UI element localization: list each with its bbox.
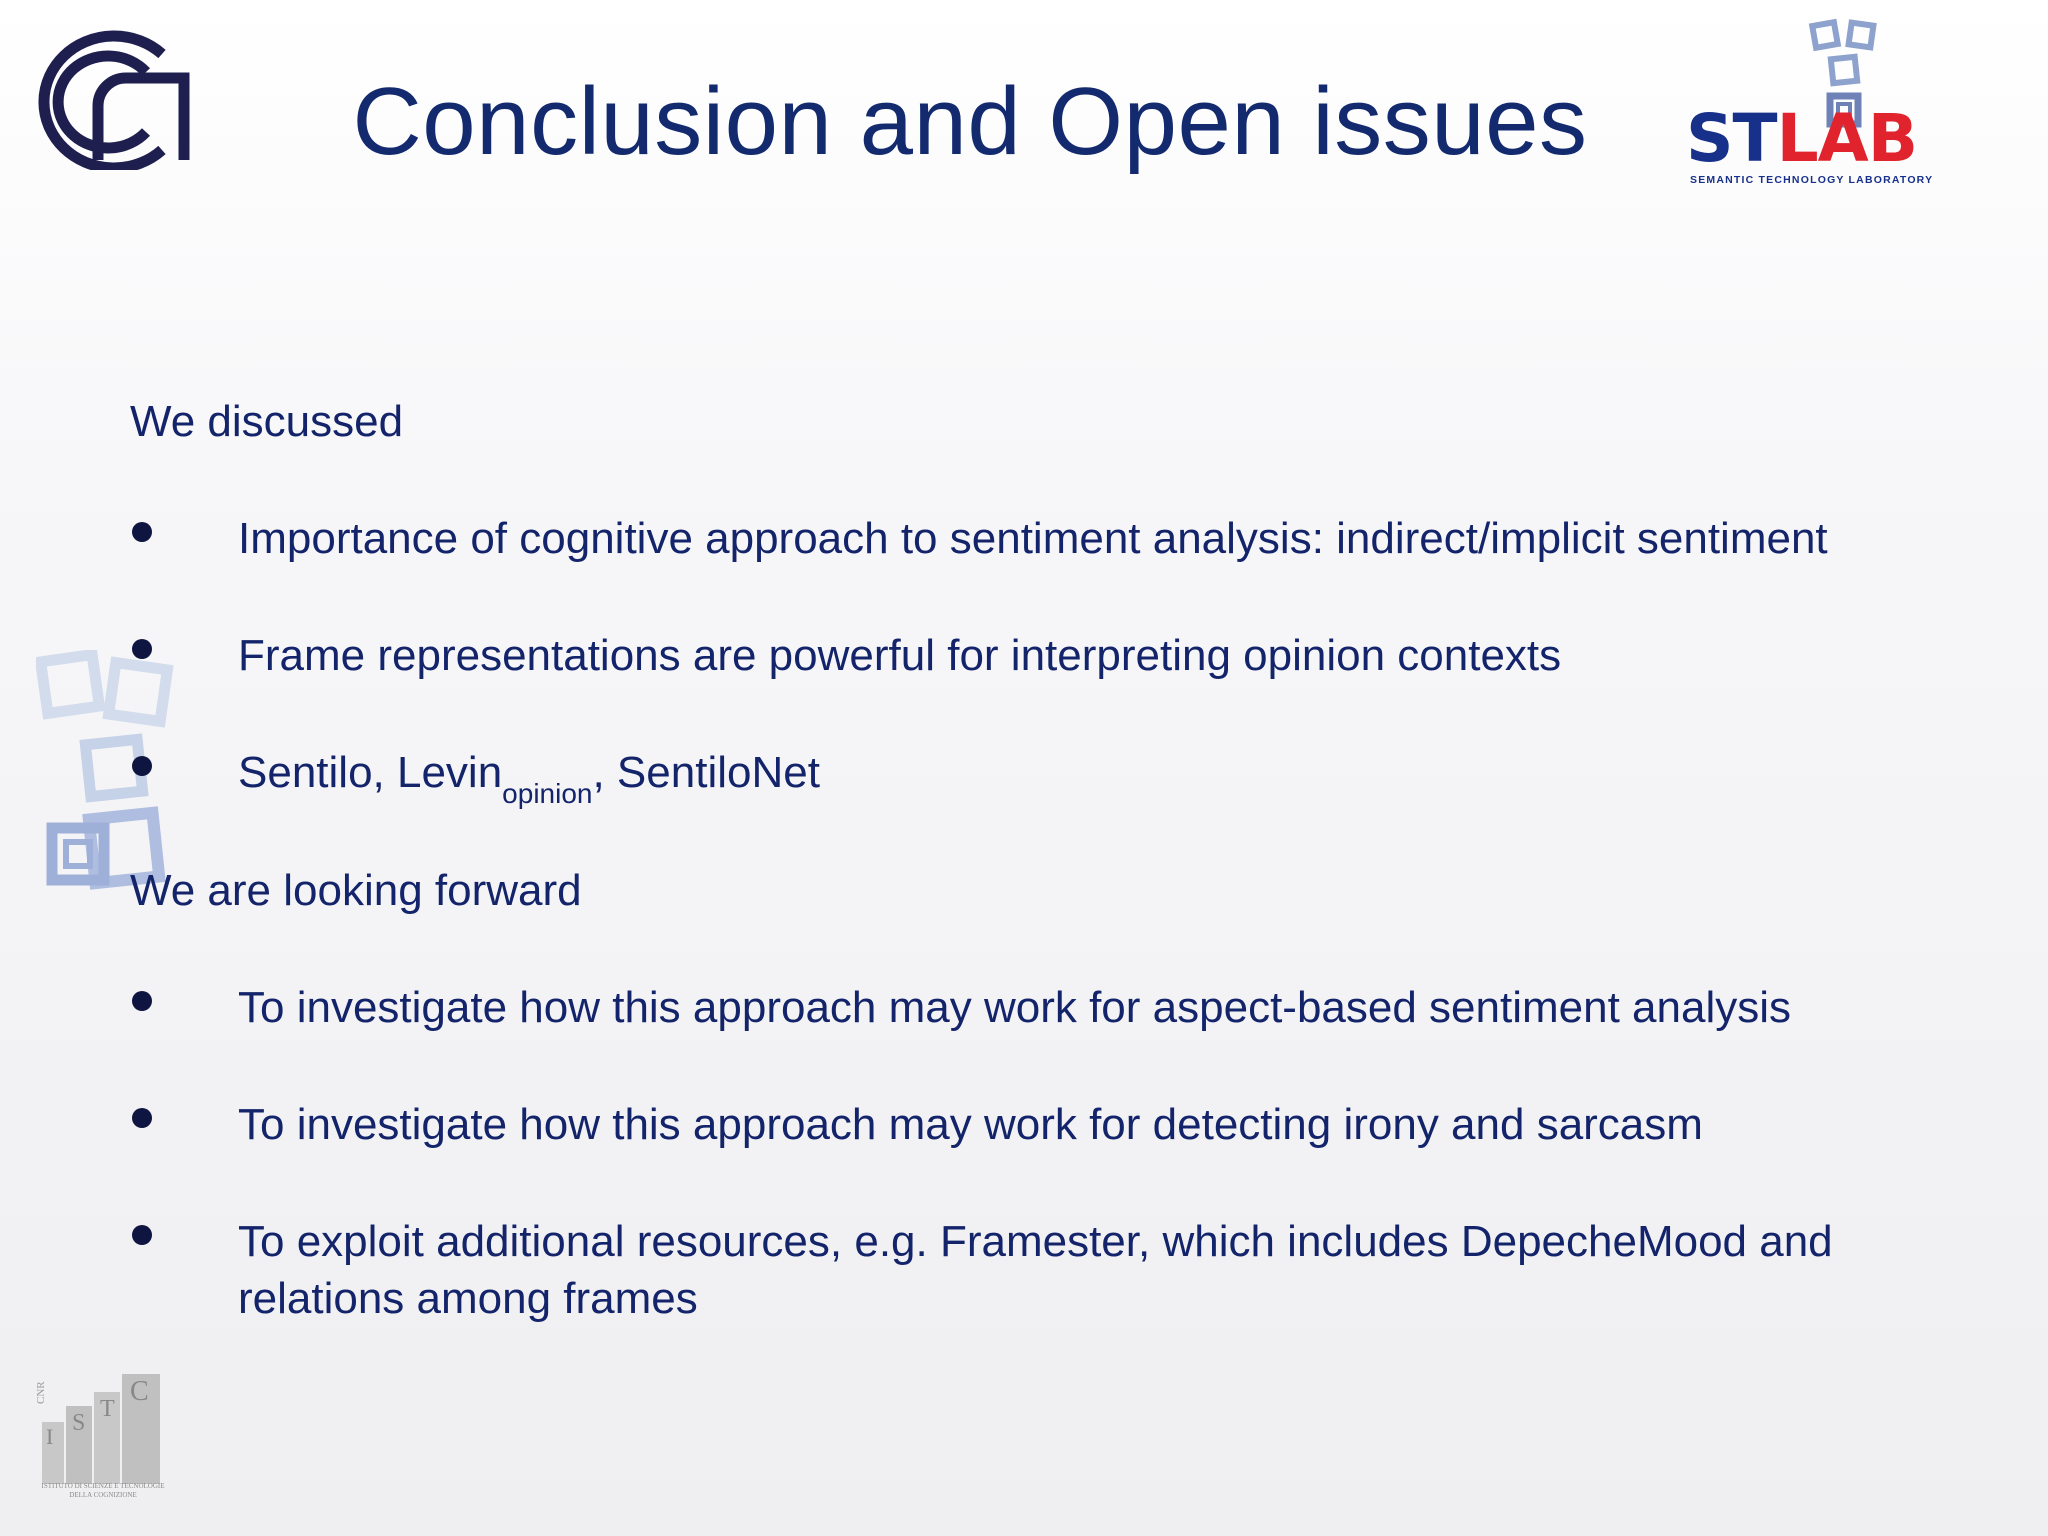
cnr-logo-icon (34, 20, 194, 170)
bullet-text: To exploit additional resources, e.g. Framester, which includes DepecheMood and relations among frames (238, 1217, 1833, 1323)
bullet-item (130, 744, 1930, 809)
stlab-subtitle: SEMANTIC TECHNOLOGY LABORATORY (1690, 174, 1934, 186)
bullet-subscript: opinion (502, 778, 593, 809)
svg-text:T: T (100, 1396, 115, 1422)
bullet-text: To investigate how this approach may work for aspect-based sentiment analysis (238, 983, 1791, 1032)
stlab-st: ST (1686, 100, 1777, 177)
section-heading-discussed: We discussed (130, 397, 404, 446)
bullet-text: Sentilo, Levin (238, 748, 503, 797)
page-title: Conclusion and Open issues (352, 68, 1588, 175)
bullet-item (130, 979, 1930, 1036)
bullet-text: Frame representations are powerful for interpreting opinion contexts (238, 631, 1562, 680)
stlab-lab: LAB (1776, 100, 1918, 177)
bullet-dot-icon (132, 639, 152, 659)
stlab-wordmark (1686, 100, 1918, 177)
istc-caption: ISTITUTO DI SCIENZE E TECNOLOGIE DELLA COGNIZIONE (41, 1482, 165, 1499)
bullet-dot-icon (132, 1108, 152, 1128)
bullet-dot-icon (132, 522, 152, 542)
section-heading-forward: We are looking forward (130, 866, 582, 915)
svg-text:I: I (46, 1424, 54, 1449)
svg-text:S: S (72, 1410, 86, 1436)
bullet-item (130, 1213, 1930, 1327)
bullet-text: , SentiloNet (592, 748, 820, 797)
bullet-item (130, 627, 1930, 684)
slide-content (130, 392, 1930, 1387)
bullet-dot-icon (132, 991, 152, 1011)
bullet-text: To investigate how this approach may work for detecting irony and sarcasm (238, 1100, 1703, 1149)
bullet-item (130, 510, 1930, 567)
svg-text:CNR: CNR (35, 1381, 47, 1404)
bullet-dot-icon (132, 756, 152, 776)
bullet-text: Importance of cognitive approach to sentiment analysis: indirect/implicit sentiment (238, 514, 1828, 563)
bullet-item (130, 1096, 1930, 1153)
bullet-dot-icon (132, 1225, 152, 1245)
svg-text:C: C (130, 1376, 149, 1407)
stlab-logo (1686, 18, 1996, 186)
